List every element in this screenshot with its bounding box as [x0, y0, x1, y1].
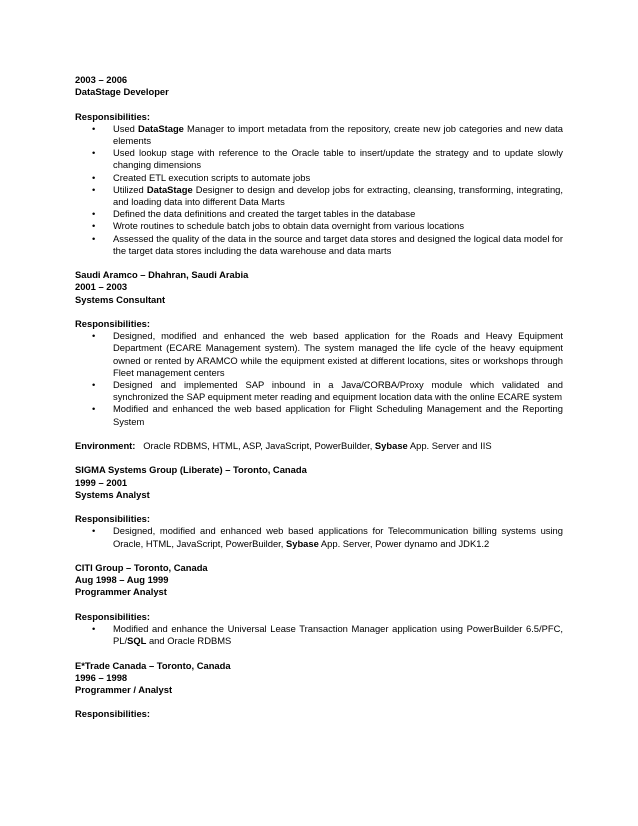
- list-item: • Used lookup stage with reference to the Oracle table to insert/update the strategy and to update slowly changing dimensions: [75, 147, 563, 171]
- company-name: Saudi Aramco – Dhahran, Saudi Arabia: [75, 269, 249, 281]
- responsibilities-list: [75, 623, 563, 647]
- list-item: • Modified and enhanced the web based application for Flight Scheduling Management and the Reporting System: [75, 403, 563, 427]
- list-item: • Utilized DataStage Designer to design and develop jobs for extracting, cleansing, transforming, integrating, and loading data into different Data Marts: [75, 184, 563, 208]
- list-item: • Designed, modified and enhanced web based applications for Telecommunication billing systems using Oracle, HTML, JavaScript, PowerBuilder, Sybase App. Server, Power dynamo and JDK1.2: [75, 525, 563, 549]
- job-title: Programmer / Analyst: [75, 684, 173, 696]
- list-item: • Assessed the quality of the data in the source and target data stores and designed the logical data model for the target data stores including the data warehouse and data marts: [75, 233, 563, 257]
- job-title: Programmer Analyst: [75, 586, 167, 598]
- responsibilities-heading: Responsibilities:: [75, 110, 151, 122]
- company-name: SIGMA Systems Group (Liberate) – Toronto, Canada: [75, 464, 307, 476]
- job-title: DataStage Developer: [75, 86, 169, 98]
- environment-line: Environment: Oracle RDBMS, HTML, ASP, JavaScript, PowerBuilder, Sybase App. Server and IIS: [75, 440, 492, 452]
- list-item: • Created ETL execution scripts to automate jobs: [75, 172, 563, 184]
- job-dates: Aug 1998 – Aug 1999: [75, 574, 169, 586]
- job-dates: 2001 – 2003: [75, 281, 128, 293]
- job-title: Systems Consultant: [75, 293, 166, 305]
- list-item: • Designed, modified and enhanced the web based application for the Roads and Heavy Equipment Department (ECARE Management system). The system managed the life cycle of the heavy equipment owned or rented by ARAMCO while the equipment existed at different locations, sites or workshops through Fleet management centers: [75, 330, 563, 379]
- responsibilities-list: [75, 330, 563, 428]
- responsibilities-heading: Responsibilities:: [75, 513, 151, 525]
- resume-page: [75, 74, 563, 721]
- job-title: Systems Analyst: [75, 488, 150, 500]
- responsibilities-list: [75, 525, 563, 549]
- job-dates: 1999 – 2001: [75, 476, 128, 488]
- list-item: • Used DataStage Manager to import metadata from the repository, create new job categories and new data elements: [75, 123, 563, 147]
- company-name: E*Trade Canada – Toronto, Canada: [75, 659, 231, 671]
- responsibilities-heading: Responsibilities:: [75, 610, 151, 622]
- job-dates: 2003 – 2006: [75, 74, 128, 85]
- list-item: • Designed and implemented SAP inbound in a Java/CORBA/Proxy module which validated and synchronized the SAP equipment meter reading and equipment location data with the online ECARE system: [75, 379, 563, 403]
- list-item: • Modified and enhance the Universal Lease Transaction Manager application using PowerBuilder 6.5/PFC, PL/SQL and Oracle RDBMS: [75, 623, 563, 647]
- responsibilities-heading: Responsibilities:: [75, 708, 151, 720]
- job-dates: 1996 – 1998: [75, 671, 128, 683]
- list-item: • Wrote routines to schedule batch jobs to obtain data overnight from various locations: [75, 220, 563, 232]
- list-item: • Defined the data definitions and created the target tables in the database: [75, 208, 563, 220]
- responsibilities-list: [75, 123, 563, 257]
- responsibilities-heading: Responsibilities:: [75, 318, 151, 330]
- company-name: CITI Group – Toronto, Canada: [75, 562, 208, 574]
